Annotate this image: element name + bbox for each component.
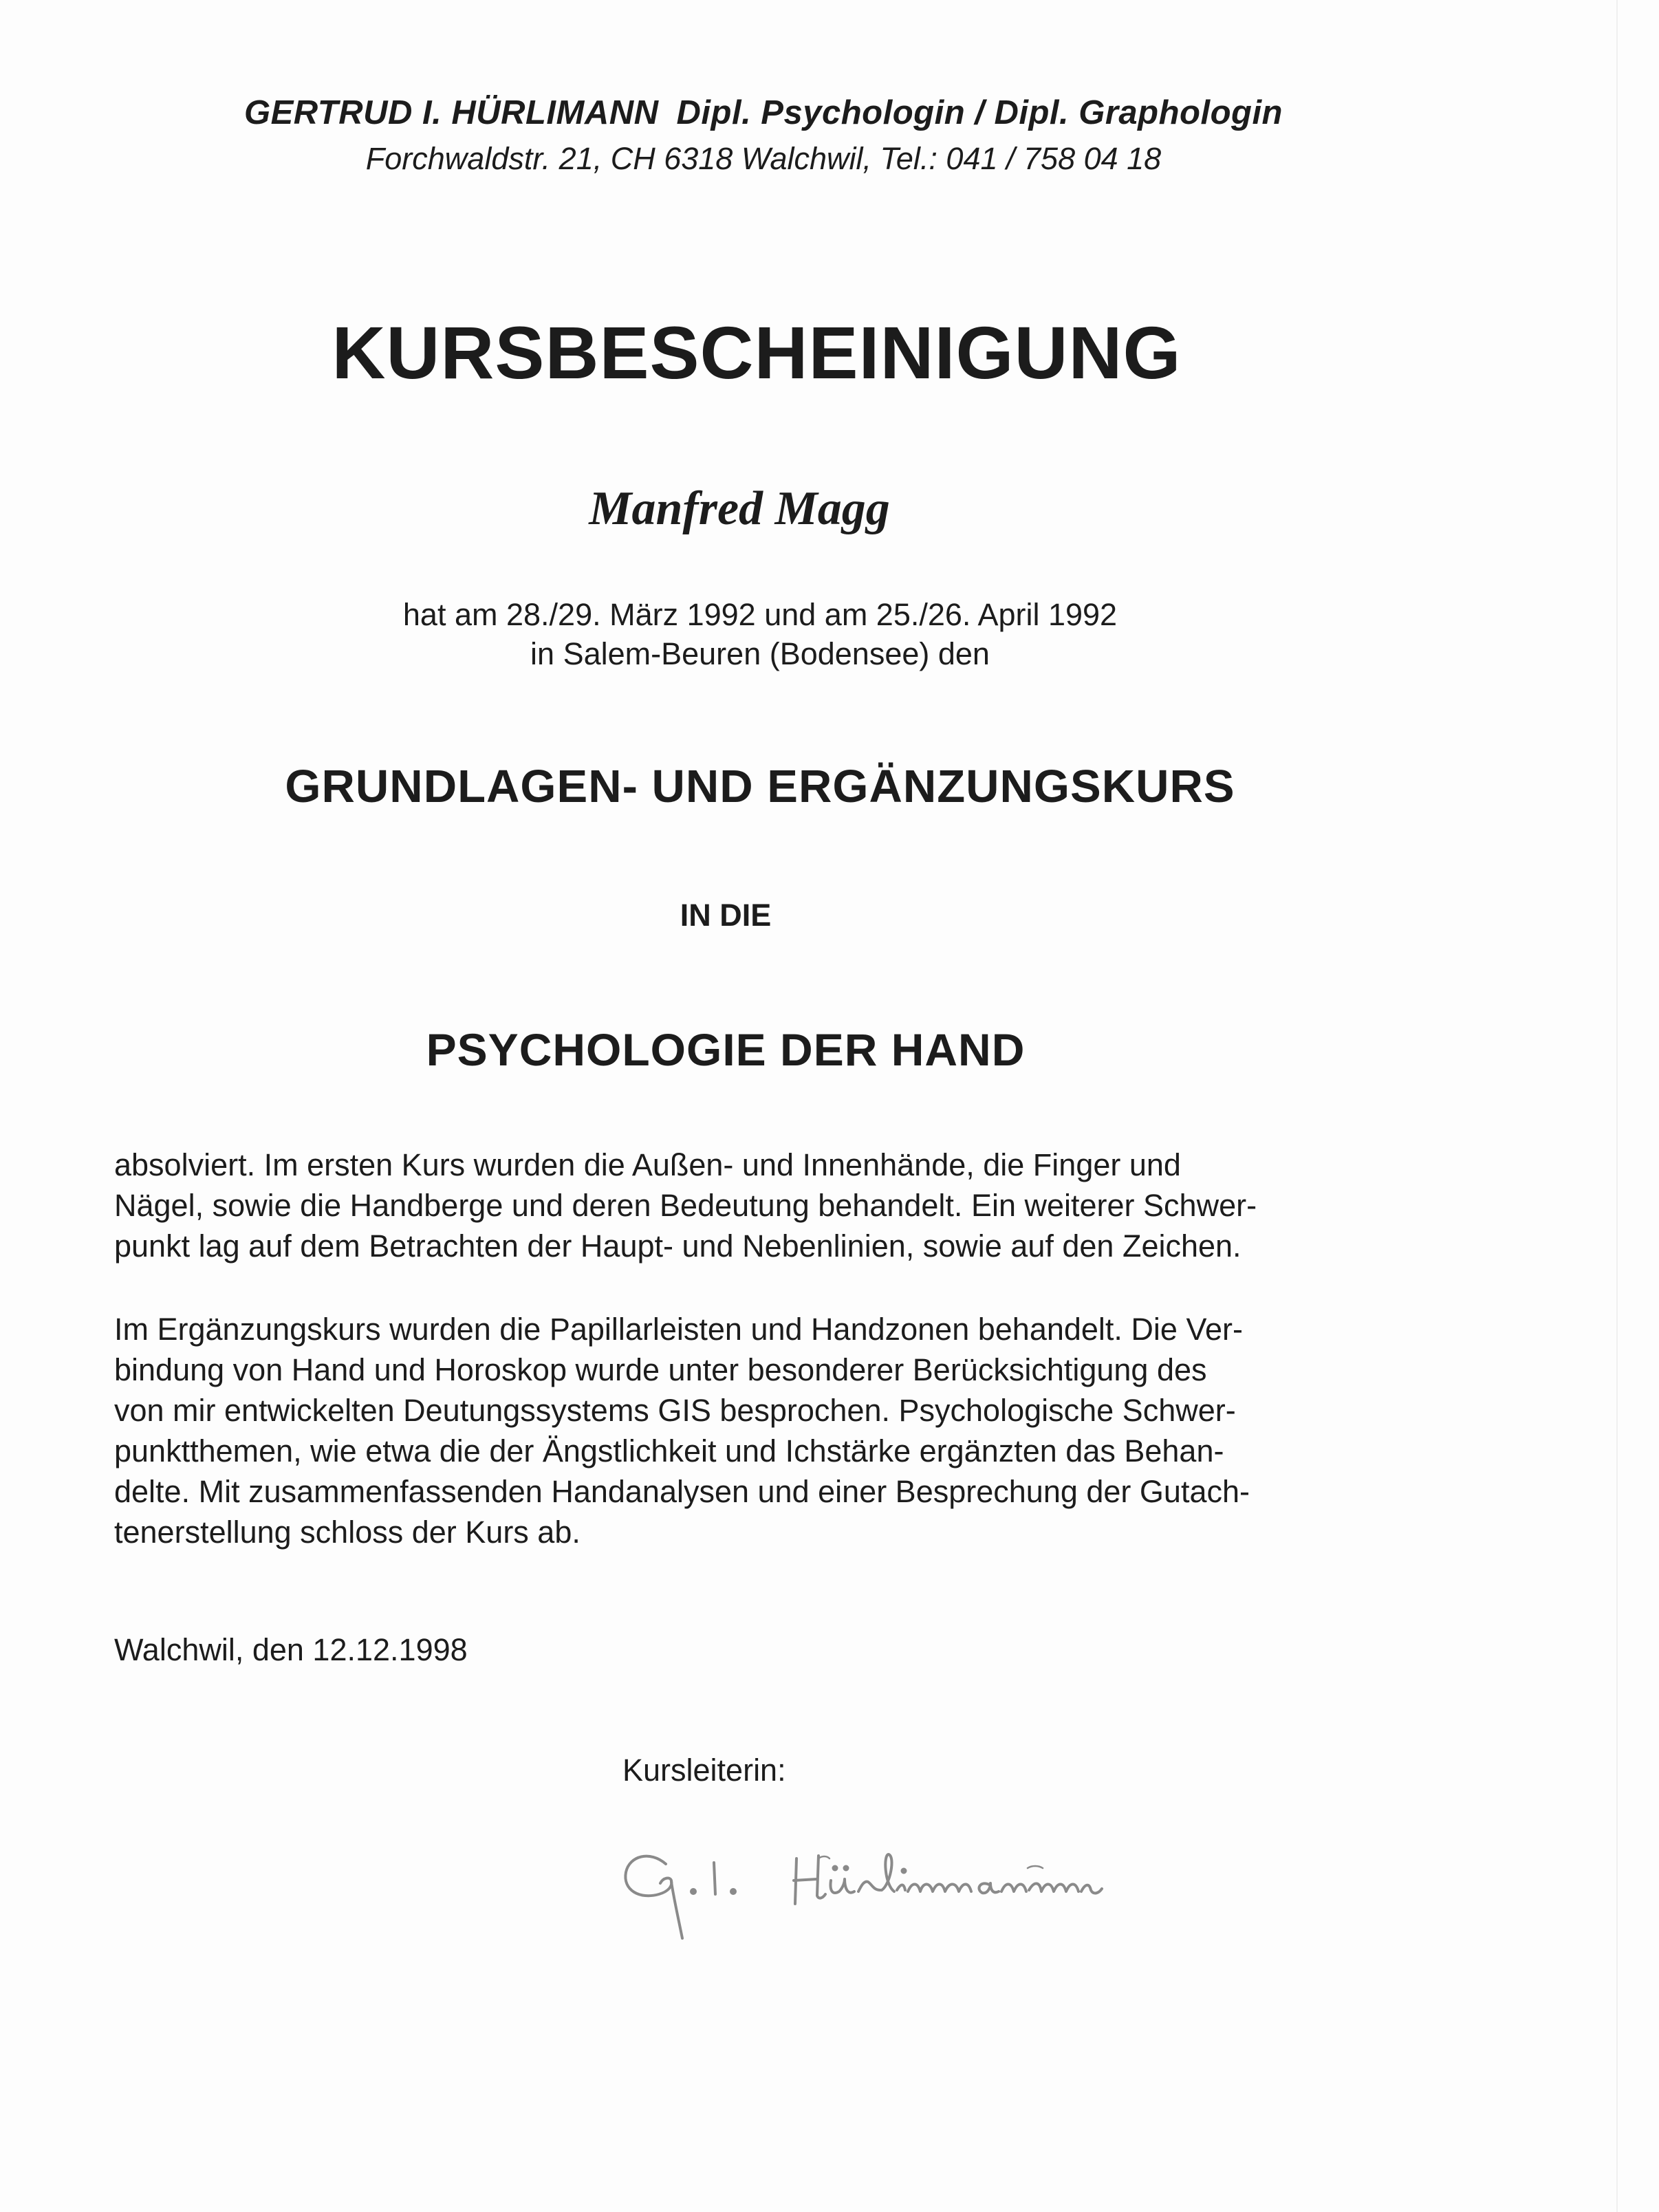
handwritten-signature — [612, 1823, 1272, 1947]
paragraph-line: tenerstellung schloss der Kurs ab. — [114, 1515, 581, 1550]
course-title: GRUNDLAGEN- UND ERGÄNZUNGSKURS — [285, 761, 1235, 812]
course-connector: IN DIE — [680, 898, 772, 933]
signature-drawing — [612, 1823, 1272, 1947]
paragraph-line: von mir entwickelten Deutungssystems GIS besprochen. Psychologische Schwer- — [114, 1393, 1236, 1428]
scan-edge-line — [1616, 0, 1618, 2212]
paragraph-2 — [114, 1309, 1421, 1552]
paragraph-line: Im Ergänzungskurs wurden die Papillarleisten und Handzonen behandelt. Die Ver- — [114, 1312, 1243, 1347]
letterhead-titles: Dipl. Psychologin / Dipl. Graphologin — [676, 94, 1283, 131]
course-leader-label: Kursleiterin: — [622, 1753, 786, 1788]
letterhead-name-line — [0, 94, 1527, 132]
paragraph-1 — [114, 1145, 1421, 1266]
paragraph-line: delte. Mit zusammenfassenden Handanalysen und einer Besprechung der Gutach- — [114, 1474, 1250, 1509]
document-title: KURSBESCHEINIGUNG — [332, 311, 1182, 394]
letterhead-address: Forchwaldstr. 21, CH 6318 Walchwil, Tel.: 041 / 758 04 18 — [365, 141, 1162, 176]
course-subject: PSYCHOLOGIE DER HAND — [426, 1024, 1026, 1075]
paragraph-line: absolviert. Im ersten Kurs wurden die Außen- und Innenhände, die Finger und — [114, 1147, 1181, 1182]
dates-line-2: in Salem-Beuren (Bodensee) den — [530, 636, 990, 671]
place-and-date: Walchwil, den 12.12.1998 — [114, 1632, 468, 1667]
dates-line-1: hat am 28./29. März 1992 und am 25./26. April 1992 — [402, 597, 1118, 632]
letterhead-name: GERTRUD I. HÜRLIMANN — [244, 94, 659, 131]
paragraph-line: punktthemen, wie etwa die der Ängstlichkeit und Ichstärke ergänzten das Behan- — [114, 1433, 1224, 1468]
recipient-name: Manfred Magg — [589, 482, 890, 535]
paragraph-line: bindung von Hand und Horoskop wurde unter besonderer Berücksichtigung des — [114, 1352, 1207, 1387]
paragraph-line: Nägel, sowie die Handberge und deren Bedeutung behandelt. Ein weiterer Schwer- — [114, 1188, 1257, 1223]
paragraph-line: punkt lag auf dem Betrachten der Haupt- und Nebenlinien, sowie auf den Zeichen. — [114, 1228, 1241, 1264]
